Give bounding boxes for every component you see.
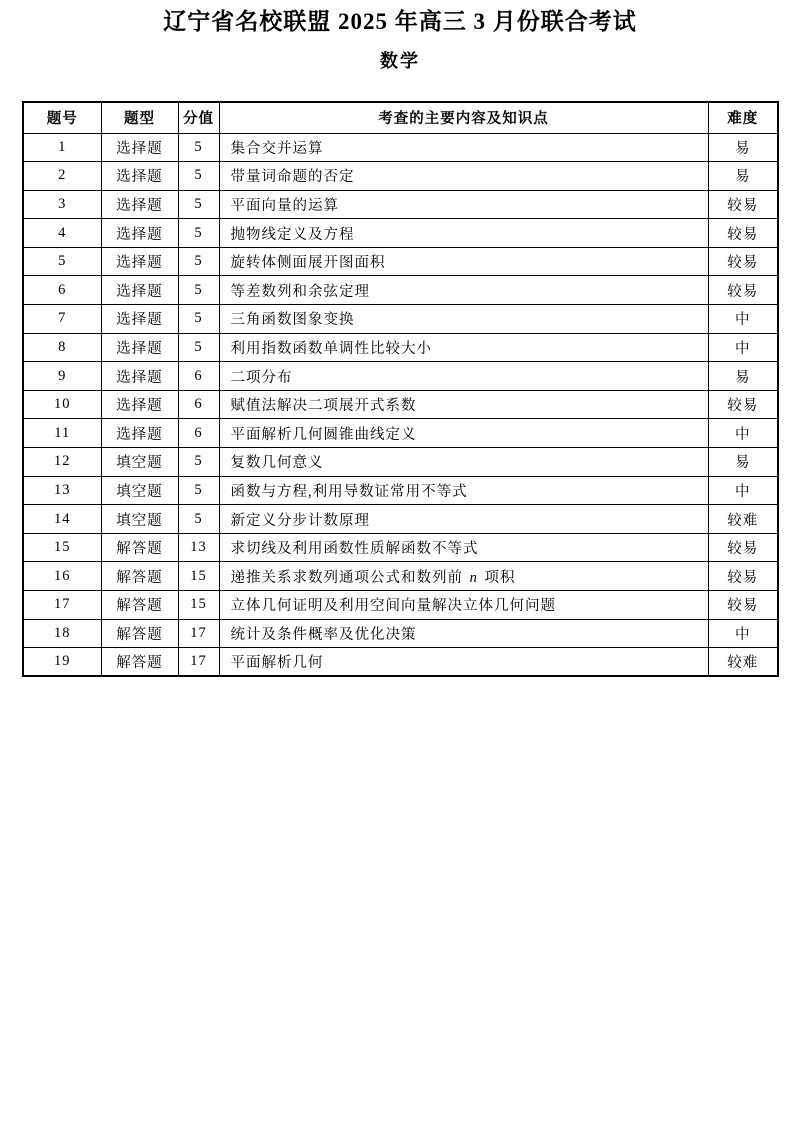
cell-question-no: 9 bbox=[23, 362, 101, 391]
cell-question-type: 选择题 bbox=[101, 162, 178, 191]
cell-question-no: 19 bbox=[23, 648, 101, 677]
cell-content: 三角函数图象变换 bbox=[219, 305, 708, 334]
cell-points: 15 bbox=[178, 591, 219, 620]
cell-question-no: 10 bbox=[23, 390, 101, 419]
cell-content: 立体几何证明及利用空间向量解决立体几何问题 bbox=[219, 591, 708, 620]
cell-question-type: 解答题 bbox=[101, 533, 178, 562]
cell-points: 5 bbox=[178, 505, 219, 534]
cell-points: 5 bbox=[178, 162, 219, 191]
cell-difficulty: 中 bbox=[708, 333, 778, 362]
cell-question-type: 解答题 bbox=[101, 562, 178, 591]
cell-question-no: 7 bbox=[23, 305, 101, 334]
cell-content: 平面解析几何圆锥曲线定义 bbox=[219, 419, 708, 448]
cell-question-type: 选择题 bbox=[101, 190, 178, 219]
table-row bbox=[23, 591, 778, 620]
table-row bbox=[23, 419, 778, 448]
cell-difficulty: 较易 bbox=[708, 276, 778, 305]
cell-points: 5 bbox=[178, 333, 219, 362]
table-row bbox=[23, 390, 778, 419]
cell-question-no: 5 bbox=[23, 247, 101, 276]
cell-points: 15 bbox=[178, 562, 219, 591]
table-row bbox=[23, 247, 778, 276]
cell-content: 旋转体侧面展开图面积 bbox=[219, 247, 708, 276]
table-row bbox=[23, 362, 778, 391]
cell-difficulty: 较易 bbox=[708, 390, 778, 419]
cell-content: 抛物线定义及方程 bbox=[219, 219, 708, 248]
cell-question-type: 选择题 bbox=[101, 305, 178, 334]
page-subtitle: 数学 bbox=[380, 50, 420, 71]
cell-content: 函数与方程,利用导数证常用不等式 bbox=[219, 476, 708, 505]
page-title: 辽宁省名校联盟 2025 年高三 3 月份联合考试 bbox=[163, 9, 637, 34]
cell-question-type: 选择题 bbox=[101, 419, 178, 448]
cell-points: 17 bbox=[178, 648, 219, 677]
cell-difficulty: 较易 bbox=[708, 219, 778, 248]
table-row bbox=[23, 619, 778, 648]
cell-content: 平面解析几何 bbox=[219, 648, 708, 677]
cell-question-no: 4 bbox=[23, 219, 101, 248]
cell-content: 平面向量的运算 bbox=[219, 190, 708, 219]
cell-points: 5 bbox=[178, 219, 219, 248]
header-difficulty: 难度 bbox=[708, 102, 778, 133]
cell-question-type: 解答题 bbox=[101, 619, 178, 648]
table-row bbox=[23, 562, 778, 591]
cell-content: 赋值法解决二项展开式系数 bbox=[219, 390, 708, 419]
cell-content: 递推关系求数列通项公式和数列前 n 项积 bbox=[219, 562, 708, 591]
header-points: 分值 bbox=[178, 102, 219, 133]
cell-difficulty: 较难 bbox=[708, 505, 778, 534]
cell-question-type: 填空题 bbox=[101, 448, 178, 477]
table-row bbox=[23, 448, 778, 477]
cell-question-type: 选择题 bbox=[101, 276, 178, 305]
cell-points: 6 bbox=[178, 362, 219, 391]
header-question-no: 题号 bbox=[23, 102, 101, 133]
cell-points: 5 bbox=[178, 133, 219, 162]
cell-question-no: 3 bbox=[23, 190, 101, 219]
cell-points: 17 bbox=[178, 619, 219, 648]
table-header-row bbox=[23, 102, 778, 133]
cell-question-no: 15 bbox=[23, 533, 101, 562]
cell-question-type: 解答题 bbox=[101, 648, 178, 677]
cell-content: 等差数列和余弦定理 bbox=[219, 276, 708, 305]
cell-content: 统计及条件概率及优化决策 bbox=[219, 619, 708, 648]
table-row bbox=[23, 305, 778, 334]
cell-content: 利用指数函数单调性比较大小 bbox=[219, 333, 708, 362]
cell-difficulty: 易 bbox=[708, 133, 778, 162]
cell-question-type: 选择题 bbox=[101, 362, 178, 391]
cell-question-type: 填空题 bbox=[101, 476, 178, 505]
cell-difficulty: 中 bbox=[708, 305, 778, 334]
cell-content: 集合交并运算 bbox=[219, 133, 708, 162]
cell-question-no: 13 bbox=[23, 476, 101, 505]
exam-analysis-table bbox=[22, 101, 779, 677]
cell-question-no: 14 bbox=[23, 505, 101, 534]
cell-question-type: 选择题 bbox=[101, 247, 178, 276]
cell-points: 5 bbox=[178, 247, 219, 276]
cell-question-type: 解答题 bbox=[101, 591, 178, 620]
cell-difficulty: 较易 bbox=[708, 190, 778, 219]
cell-points: 5 bbox=[178, 190, 219, 219]
cell-question-no: 18 bbox=[23, 619, 101, 648]
cell-question-no: 12 bbox=[23, 448, 101, 477]
table-row bbox=[23, 333, 778, 362]
cell-question-type: 填空题 bbox=[101, 505, 178, 534]
cell-difficulty: 中 bbox=[708, 619, 778, 648]
cell-points: 6 bbox=[178, 390, 219, 419]
cell-question-type: 选择题 bbox=[101, 333, 178, 362]
table-row bbox=[23, 476, 778, 505]
cell-content: 新定义分步计数原理 bbox=[219, 505, 708, 534]
cell-difficulty: 较易 bbox=[708, 562, 778, 591]
cell-points: 5 bbox=[178, 305, 219, 334]
table-row bbox=[23, 533, 778, 562]
table-row bbox=[23, 648, 778, 677]
cell-question-no: 11 bbox=[23, 419, 101, 448]
cell-content: 带量词命题的否定 bbox=[219, 162, 708, 191]
cell-points: 5 bbox=[178, 448, 219, 477]
header-question-type: 题型 bbox=[101, 102, 178, 133]
header-content: 考查的主要内容及知识点 bbox=[219, 102, 708, 133]
cell-difficulty: 较难 bbox=[708, 648, 778, 677]
cell-question-no: 1 bbox=[23, 133, 101, 162]
cell-difficulty: 易 bbox=[708, 362, 778, 391]
cell-difficulty: 易 bbox=[708, 162, 778, 191]
cell-content: 求切线及利用函数性质解函数不等式 bbox=[219, 533, 708, 562]
cell-question-no: 16 bbox=[23, 562, 101, 591]
cell-content: 复数几何意义 bbox=[219, 448, 708, 477]
cell-question-type: 选择题 bbox=[101, 133, 178, 162]
table-row bbox=[23, 505, 778, 534]
cell-points: 5 bbox=[178, 276, 219, 305]
cell-difficulty: 易 bbox=[708, 448, 778, 477]
table-row bbox=[23, 219, 778, 248]
cell-question-no: 2 bbox=[23, 162, 101, 191]
table-row bbox=[23, 276, 778, 305]
cell-question-no: 6 bbox=[23, 276, 101, 305]
cell-points: 5 bbox=[178, 476, 219, 505]
cell-points: 13 bbox=[178, 533, 219, 562]
cell-question-type: 选择题 bbox=[101, 219, 178, 248]
cell-points: 6 bbox=[178, 419, 219, 448]
cell-question-no: 17 bbox=[23, 591, 101, 620]
cell-difficulty: 较易 bbox=[708, 247, 778, 276]
table-row bbox=[23, 133, 778, 162]
cell-difficulty: 中 bbox=[708, 419, 778, 448]
cell-difficulty: 较易 bbox=[708, 591, 778, 620]
cell-content: 二项分布 bbox=[219, 362, 708, 391]
cell-question-no: 8 bbox=[23, 333, 101, 362]
cell-question-type: 选择题 bbox=[101, 390, 178, 419]
table-row bbox=[23, 162, 778, 191]
table-row bbox=[23, 190, 778, 219]
cell-difficulty: 中 bbox=[708, 476, 778, 505]
cell-difficulty: 较易 bbox=[708, 533, 778, 562]
